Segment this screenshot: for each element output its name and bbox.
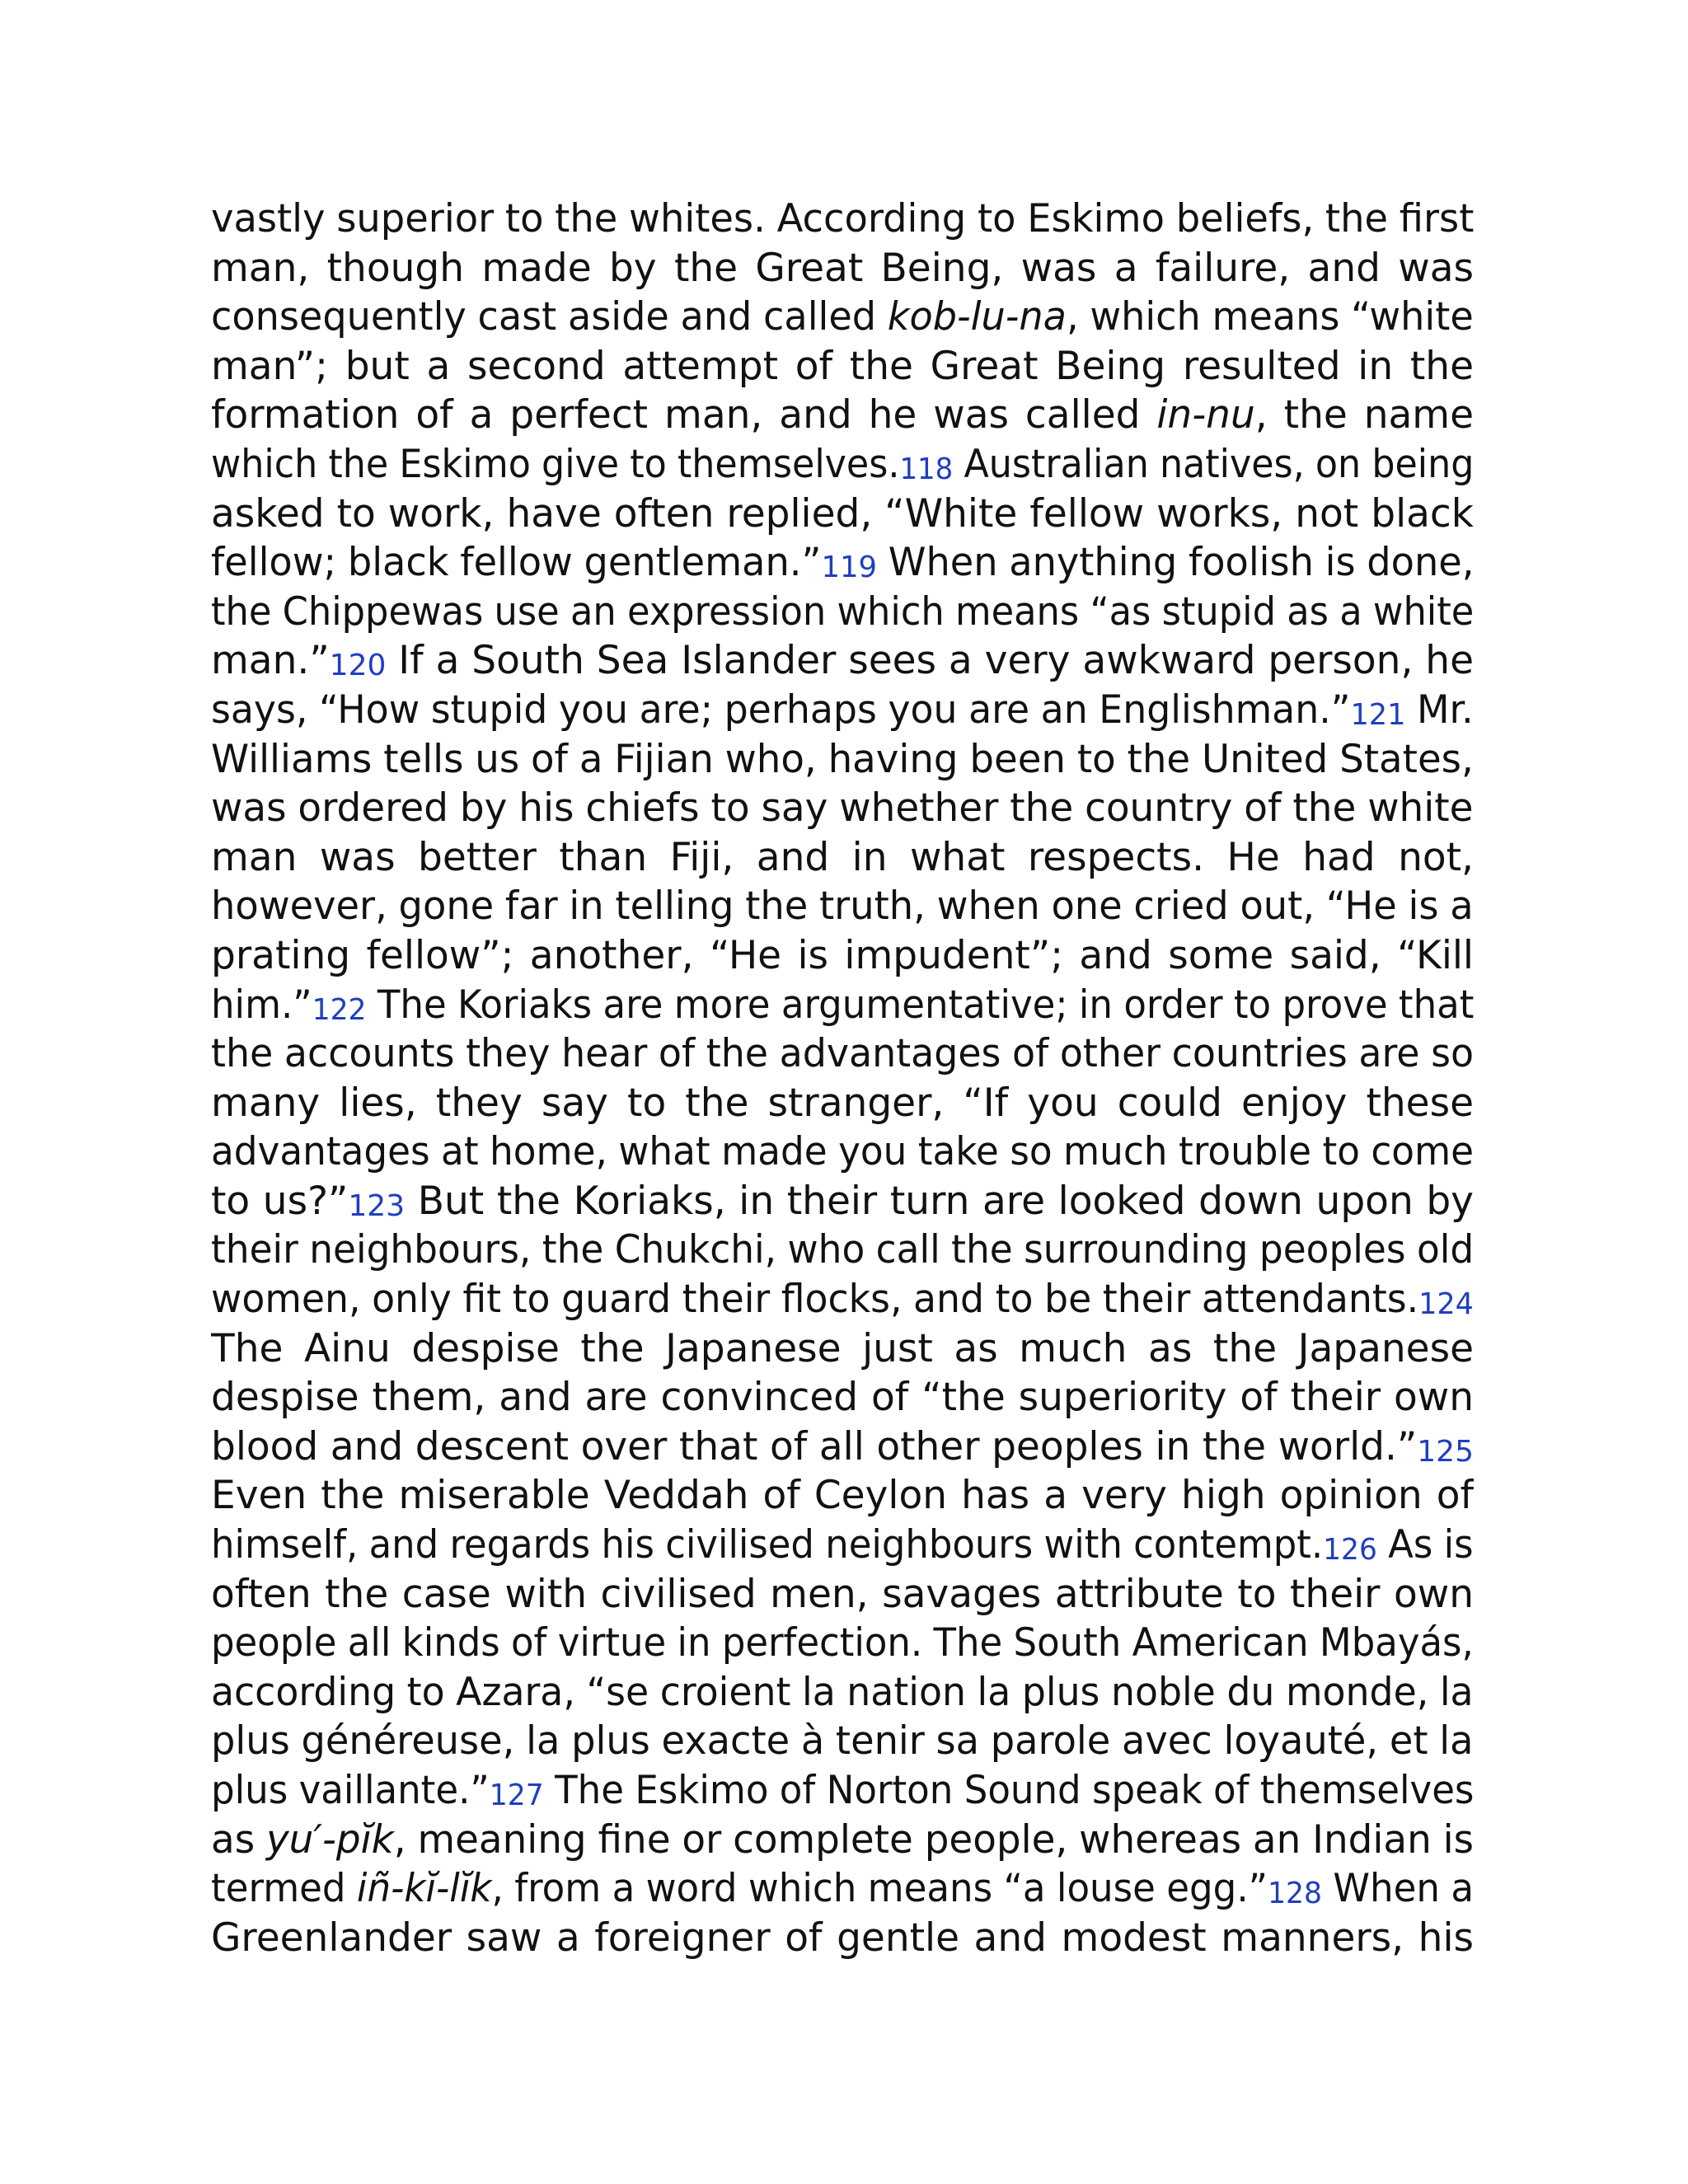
text-line bbox=[211, 1668, 1474, 1718]
text-segment: blood and descent over that of all other peoples in the world.” bbox=[211, 1423, 1418, 1469]
text-line bbox=[211, 931, 1474, 981]
text-segment: man, though made by the Great Being, was a failure, and was bbox=[211, 245, 1474, 291]
text-line bbox=[211, 1373, 1474, 1422]
text-line bbox=[211, 391, 1474, 440]
text-segment: himself, and regards his civilised neighbours with contempt. bbox=[211, 1522, 1324, 1568]
text-line bbox=[211, 490, 1474, 539]
text-segment: consequently cast aside and called bbox=[211, 294, 888, 340]
text-line bbox=[211, 538, 1474, 588]
footnote-link[interactable]: 126 bbox=[1323, 1533, 1377, 1568]
italic-term: yu′-pĭk bbox=[265, 1816, 394, 1863]
text-line bbox=[211, 1177, 1474, 1226]
text-line bbox=[211, 1275, 1474, 1324]
text-segment: the accounts they hear of the advantages of other countries are so bbox=[211, 1031, 1474, 1077]
text-segment: advantages at home, what made you take so much trouble to come bbox=[211, 1129, 1474, 1175]
text-line bbox=[211, 636, 1474, 686]
text-line bbox=[211, 1127, 1474, 1177]
text-segment: as bbox=[211, 1816, 266, 1863]
page-text bbox=[211, 194, 1474, 2057]
text-segment: When a bbox=[1321, 1866, 1474, 1912]
text-line bbox=[211, 784, 1474, 833]
text-line bbox=[211, 981, 1474, 1030]
text-segment: The Ainu despise the Japanese just as much as the Japanese bbox=[211, 1325, 1474, 1371]
text-segment: according to Azara, “se croient la nation la plus noble du monde, la bbox=[211, 1669, 1474, 1715]
footnote-link[interactable]: 119 bbox=[821, 551, 878, 585]
text-segment: asked to work, have often replied, “White fellow works, not black bbox=[211, 490, 1474, 537]
text-segment: When anything foolish is done, bbox=[877, 540, 1474, 586]
italic-term: iñ-kĭ-lĭk bbox=[356, 1866, 492, 1912]
text-segment: plus vaillante.” bbox=[211, 1768, 490, 1813]
text-segment: If a South Sea Islander sees a very awkward person, he bbox=[386, 638, 1474, 684]
footnote-link[interactable]: 127 bbox=[489, 1779, 544, 1812]
text-line bbox=[211, 1521, 1474, 1570]
text-line bbox=[211, 1079, 1474, 1128]
text-segment: to us?” bbox=[211, 1178, 349, 1224]
italic-term: kob-lu-na bbox=[887, 294, 1067, 340]
text-segment: , meaning fine or complete people, whereas an Indian is bbox=[393, 1816, 1474, 1863]
text-segment: vastly superior to the whites. According to Eskimo beliefs, the first bbox=[211, 196, 1474, 241]
text-segment: plus généreuse, la plus exacte à tenir sa parole avec loyauté, et la bbox=[211, 1718, 1474, 1765]
footnote-link[interactable]: 118 bbox=[899, 452, 954, 486]
text-line bbox=[211, 1816, 1474, 1865]
text-segment: prating fellow”; another, “He is impudent”; and some said, “Kill bbox=[211, 932, 1474, 978]
text-line bbox=[211, 1570, 1474, 1619]
text-segment: often the case with civilised men, savages attribute to their own bbox=[211, 1571, 1474, 1617]
text-segment: however, gone far in telling the truth, when one cried out, “He is a bbox=[211, 883, 1474, 930]
footnote-link[interactable]: 122 bbox=[312, 992, 367, 1027]
text-line bbox=[211, 342, 1474, 391]
text-segment: The Koriaks are more argumentative; in order to prove that bbox=[366, 982, 1474, 1028]
text-segment: was ordered by his chiefs to say whether the country of the white bbox=[211, 785, 1474, 832]
text-segment: women, only fit to guard their flocks, and to be their attendants. bbox=[211, 1277, 1419, 1323]
text-segment: him.” bbox=[211, 982, 312, 1028]
text-line bbox=[211, 1029, 1474, 1079]
footnote-link[interactable]: 123 bbox=[348, 1188, 406, 1223]
text-line bbox=[211, 735, 1474, 785]
text-line bbox=[211, 194, 1474, 244]
text-segment: fellow; black fellow gentleman.” bbox=[211, 540, 822, 586]
footnote-link[interactable]: 125 bbox=[1417, 1434, 1474, 1469]
text-segment: says, “How stupid you are; perhaps you are an Englishman.” bbox=[211, 687, 1351, 733]
text-segment: formation of a perfect man, and he was called bbox=[211, 392, 1157, 438]
text-line bbox=[211, 1766, 1474, 1816]
text-segment: which the Eskimo give to themselves. bbox=[211, 441, 900, 487]
text-line bbox=[211, 882, 1474, 931]
italic-term: in-nu bbox=[1156, 392, 1255, 438]
footnote-link[interactable]: 120 bbox=[329, 649, 387, 683]
text-line bbox=[211, 1324, 1474, 1374]
text-segment: Australian natives, on being bbox=[953, 441, 1474, 487]
text-line bbox=[211, 588, 1474, 637]
text-segment: many lies, they say to the stranger, “If you could enjoy these bbox=[211, 1080, 1474, 1126]
footnote-link[interactable]: 124 bbox=[1418, 1287, 1474, 1322]
text-line bbox=[211, 1619, 1474, 1668]
text-segment: As is bbox=[1376, 1522, 1474, 1568]
text-segment: , the name bbox=[1254, 392, 1474, 438]
text-segment: termed bbox=[211, 1866, 357, 1912]
text-segment: But the Koriaks, in their turn are looked down upon by bbox=[405, 1178, 1474, 1224]
text-line bbox=[211, 293, 1474, 342]
text-segment: , which means “white bbox=[1066, 294, 1474, 340]
footnote-link[interactable]: 128 bbox=[1268, 1877, 1322, 1911]
text-line bbox=[211, 1226, 1474, 1275]
text-line bbox=[211, 1422, 1474, 1472]
text-line bbox=[211, 686, 1474, 735]
text-line bbox=[211, 1864, 1474, 1914]
text-line bbox=[211, 833, 1474, 883]
text-segment: people all kinds of virtue in perfection. The South American Mbayás, bbox=[211, 1620, 1474, 1666]
text-segment: Williams tells us of a Fijian who, having been to the United States, bbox=[211, 736, 1474, 782]
text-line bbox=[211, 1914, 1474, 1963]
text-segment: The Eskimo of Norton Sound speak of themselves bbox=[543, 1768, 1474, 1813]
text-segment: Even the miserable Veddah of Ceylon has a very high opinion of bbox=[211, 1473, 1474, 1519]
text-segment: Greenlander saw a foreigner of gentle and modest manners, his bbox=[211, 1915, 1474, 1961]
text-segment: their neighbours, the Chukchi, who call the surrounding peoples old bbox=[211, 1227, 1474, 1273]
text-segment: Mr. bbox=[1405, 687, 1474, 733]
text-segment: man.” bbox=[211, 638, 330, 684]
text-segment: man”; but a second attempt of the Great Being resulted in the bbox=[211, 343, 1474, 389]
text-line bbox=[211, 244, 1474, 293]
text-segment: man was better than Fiji, and in what respects. He had not, bbox=[211, 834, 1474, 880]
text-segment: despise them, and are convinced of “the superiority of their own bbox=[211, 1375, 1474, 1421]
text-segment: , from a word which means “a louse egg.” bbox=[491, 1866, 1268, 1912]
text-segment: the Chippewas use an expression which means “as stupid as a white bbox=[211, 588, 1474, 635]
footnote-link[interactable]: 121 bbox=[1350, 697, 1406, 732]
text-line bbox=[211, 1717, 1474, 1766]
text-line bbox=[211, 1471, 1474, 1521]
text-line bbox=[211, 440, 1474, 490]
